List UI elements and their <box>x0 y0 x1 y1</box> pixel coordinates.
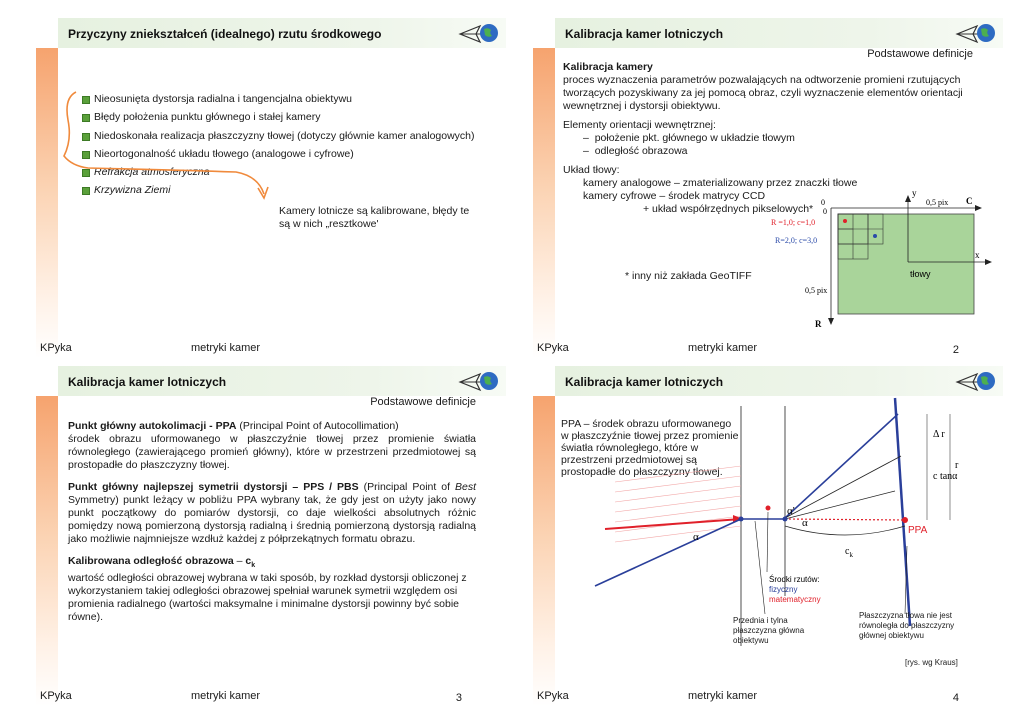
subheading: Podstawowe definicje <box>370 396 476 408</box>
ck-text: wartość odległości obrazowej wybrana w taki sposób, by rozkład dystorsji obliczonej z wykorzystaniem takiej odległości obrazowej spełniał warunek symetrii względem osi promienia radialnego (wartości maksymalne i minimalne dystorsji powinny być sobie równe). <box>68 572 467 624</box>
page-number: 4 <box>952 692 959 704</box>
slide-body <box>68 420 476 633</box>
ppa-text: środek obrazu uformowanego w płaszczyźnie tłowej przez promienie światła równoległego (zawierającego promień główny), które w przestrzeni przedmiotowej są prostopadłe do płaszczyzny tłowej. <box>68 433 476 471</box>
pen-globe-logo-icon <box>458 369 502 395</box>
pps-heading: Punkt główny najlepszej symetrii dystorsji – PPS / PBS <box>68 481 359 493</box>
centers-mathematical: matematyczny <box>769 595 821 604</box>
subheading: Podstawowe definicje <box>867 48 973 60</box>
bracket-arrow <box>36 18 506 358</box>
half-pix-top-label: 0,5 pix <box>926 198 949 207</box>
slide-title: Kalibracja kamer lotniczych <box>565 27 724 41</box>
axis-r-label: R <box>815 319 822 329</box>
blue-point-label: R=2,0; c=3,0 <box>775 236 818 245</box>
image-plane-caption: Płaszczyzna tłowa nie jest równoległa do płaszczyzny głównej obiektywu <box>859 611 955 640</box>
ppa-definition <box>68 420 476 472</box>
side-gradient-bar <box>533 48 555 358</box>
footer-course: metryki kamer <box>688 342 758 354</box>
ck-definition <box>68 555 476 624</box>
footer-author: KPyka <box>40 342 72 354</box>
footer-author: KPyka <box>40 690 72 702</box>
centers-title: Środki rzutów: <box>769 575 820 584</box>
elements-title: Elementy orientacji wewnętrznej: <box>563 119 716 131</box>
image-plane <box>895 398 910 626</box>
title-bar <box>555 18 1003 48</box>
ppa-point <box>902 517 908 523</box>
alpha-prime-label: α' <box>787 505 795 517</box>
ck-heading: Kalibrowana odległość obrazowa <box>68 555 234 567</box>
frame-label: tłowy <box>910 269 931 279</box>
footer-course: metryki kamer <box>688 690 758 702</box>
pps-text: punkt leżący w pobliżu PPA wybrany tak, że gdy jest on użyty jako nowy punkt początkowy do pomiarów dystorsji, co daje wielkości absolutnych różnic pomiędzy nową pomierzoną dystorsją radialną i średnią pomierzoną dystorsją radialną jako możliwie najmniejsze wzdłuż każdej z półprzekątnych formatu obrazu. <box>68 494 476 545</box>
frame-digital: kamery cyfrowe – środek matrycy CCD <box>583 190 766 202</box>
figure-credit: [rys. wg Kraus] <box>905 658 958 667</box>
pps-heading-en-end: Symmetry) <box>68 494 119 506</box>
slide-title: Kalibracja kamer lotniczych <box>565 375 724 389</box>
footnote: * inny niż zakłada GeoTIFF <box>625 270 752 282</box>
definition: proces wyznaczenia parametrów pozwalających na odtworzenie promieni rzutujących tworzących pozyskiwany za jej pomocą obraz, czyli wyznaczenie elementów orientacji wewnętrznej i dystorsji obiektywu. <box>563 74 963 112</box>
page-number: 3 <box>455 692 462 704</box>
side-gradient-bar <box>533 396 555 706</box>
title-bar <box>555 366 1003 396</box>
axis-x-label: x <box>975 250 980 260</box>
frame-analog: kamery analogowe – zmaterializowany przez znaczki tłowe <box>583 177 858 189</box>
list-item: Błędy położenia punktu głównego i stałej kamery <box>82 108 475 126</box>
ppa-heading: Punkt główny autokolimacji - PPA <box>68 420 237 432</box>
pps-heading-en-italic: Best <box>454 481 476 493</box>
red-pixel-point <box>843 219 847 223</box>
slide-2 <box>533 18 1003 358</box>
red-point-label: R =1,0; c=1,0 <box>771 218 816 227</box>
slide-title: Kalibracja kamer lotniczych <box>68 375 227 389</box>
axis-y-label: y <box>912 188 917 198</box>
list-item: Refrakcja atmosferyczna <box>82 163 475 181</box>
front-center-point <box>739 517 744 522</box>
zero-left-label: 0 <box>823 207 827 216</box>
list-item: Niedoskonała realizacja płaszczyzny tłowej (dotyczy głównie kamer analogowych) <box>82 127 475 145</box>
ppa-label: PPA <box>908 525 928 536</box>
footer-author: KPyka <box>537 690 569 702</box>
pixel-frame-diagram <box>763 184 1003 334</box>
ck-symbol: c <box>245 555 252 567</box>
list-item: Nieosunięta dystorsja radialna i tangencjalna obiektywu <box>82 90 475 108</box>
principal-planes-caption: Przednia i tylna płaszczyzna główna obiektywu <box>733 616 805 645</box>
list-item: Krzywizna Ziemi <box>82 181 475 199</box>
list-item: – odległość obrazowa <box>583 145 688 157</box>
centers-physical: fizyczny <box>769 585 798 594</box>
alpha-label-2: α <box>802 517 808 529</box>
half-pix-left-label: 0,5 pix <box>805 286 828 295</box>
footer-course: metryki kamer <box>191 342 261 354</box>
footer-author: KPyka <box>537 342 569 354</box>
pps-definition <box>68 481 476 546</box>
heading: Kalibracja kamery <box>563 61 653 73</box>
frame-title: Układ tłowy: <box>563 164 620 176</box>
list-item: – położenie pkt. głównego w układzie tłowym <box>583 132 795 144</box>
slide-title: Przyczyny zniekształceń (idealnego) rzutu środkowego <box>68 27 382 41</box>
pen-globe-logo-icon <box>955 369 999 395</box>
element-text: położenie pkt. głównego w układzie tłowym <box>594 132 795 144</box>
ppa-definition: PPA – środek obrazu uformowanego w płaszczyźnie tłowej przez promienie światła równoległego, które w przestrzeni przedmiotowej są prostopadłe do płaszczyzny tłowej. <box>561 418 739 478</box>
blue-pixel-point <box>873 234 877 238</box>
ck-subscript: k <box>251 562 256 570</box>
zero-top-label: 0 <box>821 198 825 207</box>
axis-c-label: C <box>966 196 973 206</box>
page-number: 2 <box>952 344 959 356</box>
math-center-point <box>766 506 771 511</box>
residual-note: Kamery lotnicze są kalibrowane, błędy te są w nich „resztkowe' <box>279 205 470 230</box>
slide-3 <box>36 366 506 706</box>
ck-dash: – <box>233 555 246 567</box>
ck-label: $c_k$ <box>845 546 853 559</box>
pps-heading-en: (Principal Point of <box>358 481 455 493</box>
title-bar <box>58 366 506 396</box>
alpha-label: α <box>693 531 699 543</box>
pen-globe-logo-icon <box>955 21 999 47</box>
frame-pixel: + układ współrzędnych pikselowych* <box>643 203 814 215</box>
c-tan-label: c tanα <box>933 471 958 482</box>
r-label: r <box>955 460 959 471</box>
footer-course: metryki kamer <box>191 690 261 702</box>
slide-1 <box>36 18 506 358</box>
slide-4 <box>533 366 1003 706</box>
element-text: odległość obrazowa <box>594 145 688 157</box>
delta-r-label: Δ r <box>933 429 945 440</box>
rear-center-point <box>783 517 788 522</box>
side-gradient-bar <box>36 396 58 706</box>
ppa-heading-en: (Principal Point of Autocollimation) <box>236 420 399 432</box>
list-item: Nieortogonalność układu tłowego (analogowe i cyfrowe) <box>82 145 475 163</box>
